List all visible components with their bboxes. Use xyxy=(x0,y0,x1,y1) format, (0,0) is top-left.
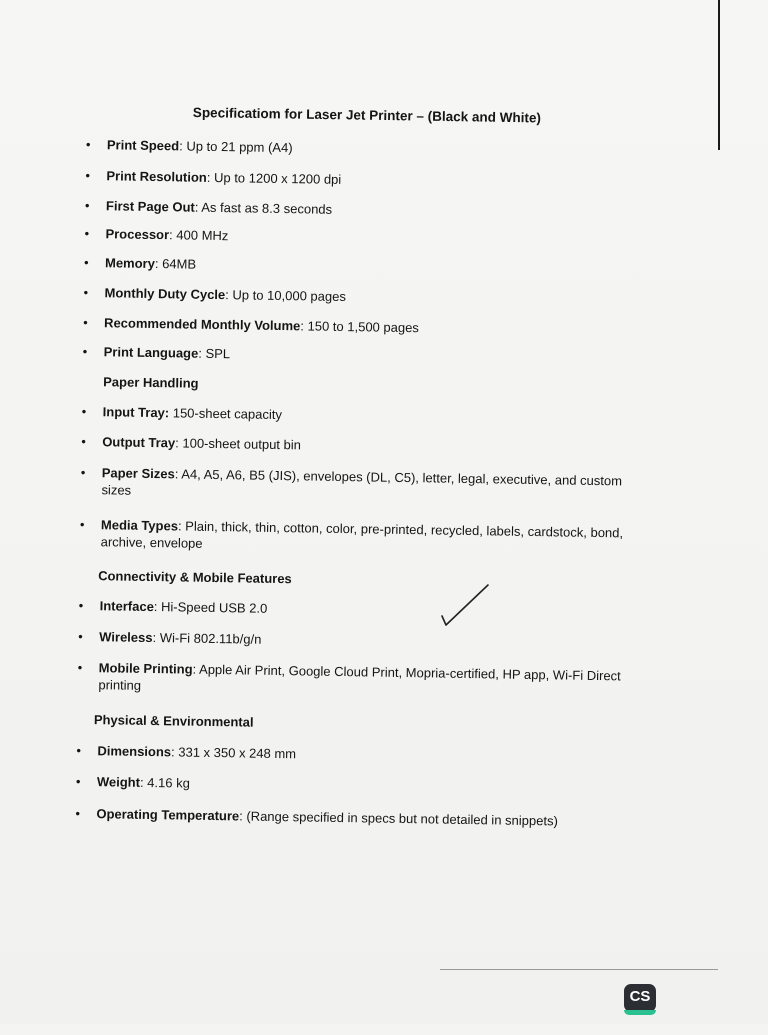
spec-item-print-language xyxy=(82,343,647,362)
spec-label: Output Tray xyxy=(102,434,176,451)
document-title: Specificatiom for Laser Jet Printer – (Black and White) xyxy=(192,105,542,126)
spec-value: : Plain, thick, thin, cotton, color, pre-printed, recycled, labels, cardstock, bond, archive, envelope xyxy=(100,518,624,551)
spec-value: : 100-sheet output bin xyxy=(175,435,302,453)
spec-value: : Up to 10,000 pages xyxy=(225,287,347,305)
spec-value: : A4, A5, A6, B5 (JIS), envelopes (DL, C5), letter, legal, executive, and custom sizes xyxy=(101,466,623,498)
spec-label: Mobile Printing xyxy=(98,660,193,677)
spec-label: Input Tray: xyxy=(102,404,170,421)
bullet: • xyxy=(77,659,83,675)
spec-value: 150-sheet capacity xyxy=(169,405,283,423)
spec-label: Paper Sizes xyxy=(101,465,175,482)
spec-item-memory xyxy=(83,254,648,272)
bullet: • xyxy=(84,225,90,241)
bullet: • xyxy=(76,742,82,758)
spec-item-print-resolution xyxy=(85,167,650,187)
spec-label: Processor xyxy=(105,226,170,243)
spec-item-print-speed xyxy=(85,136,650,156)
spec-item-operating-temperature xyxy=(75,805,640,829)
spec-item-recommended-monthly-volume xyxy=(83,314,647,336)
spec-item-mobile-printing xyxy=(77,659,642,693)
spec-label: Weight xyxy=(96,774,141,790)
bullet: • xyxy=(75,805,81,821)
spec-item-weight xyxy=(75,773,640,791)
spec-item-processor xyxy=(84,225,649,244)
spec-value: : 331 x 350 x 248 mm xyxy=(170,744,297,762)
spec-value: : As fast as 8.3 seconds xyxy=(194,199,333,217)
bullet: • xyxy=(79,516,85,532)
spec-value: : 400 MHz xyxy=(168,227,229,244)
spec-value: : Up to 21 ppm (A4) xyxy=(179,138,293,156)
spec-label: Memory xyxy=(104,255,156,272)
spec-label: Dimensions xyxy=(97,743,172,760)
spec-value: : SPL xyxy=(198,345,231,362)
spec-item-monthly-duty-cycle xyxy=(83,284,648,305)
spec-item-dimensions xyxy=(76,742,641,762)
bullet: • xyxy=(84,197,90,213)
spec-value: : Apple Air Print, Google Cloud Print, Mopria-certified, HP app, Wi-Fi Direct printing xyxy=(98,661,621,693)
spec-value: : 64MB xyxy=(154,256,197,272)
spec-label: Print Language xyxy=(103,344,199,361)
bullet: • xyxy=(81,433,86,449)
bullet: • xyxy=(83,254,89,270)
bullet: • xyxy=(78,597,84,613)
bullet: • xyxy=(85,167,91,184)
bullet: • xyxy=(83,284,89,300)
bullet: • xyxy=(75,773,81,789)
spec-label: Print Resolution xyxy=(106,168,207,185)
bullet: • xyxy=(78,628,83,644)
spec-value: : Wi-Fi 802.11b/g/n xyxy=(152,630,262,647)
spec-item-interface xyxy=(78,597,643,616)
spec-value: : Hi-Speed USB 2.0 xyxy=(153,599,268,616)
spec-label: Operating Temperature xyxy=(96,806,240,824)
bullet: • xyxy=(80,464,86,480)
spec-item-wireless xyxy=(78,628,642,647)
bullet: • xyxy=(81,403,87,419)
spec-label: Print Speed xyxy=(106,137,180,154)
bullet: • xyxy=(82,343,88,359)
spec-value: : (Range specified in specs but not detailed in snippets) xyxy=(239,808,558,829)
bottom-rule xyxy=(440,969,718,970)
spec-value: : 150 to 1,500 pages xyxy=(300,318,419,336)
spec-label: Wireless xyxy=(99,629,153,646)
spec-item-first-page-out xyxy=(84,197,649,217)
camscanner-logo: CS xyxy=(624,984,656,1012)
bullet: • xyxy=(83,314,88,330)
spec-item-output-tray xyxy=(81,433,645,453)
bullet: • xyxy=(85,136,91,153)
spec-label: Recommended Monthly Volume xyxy=(104,315,301,334)
spec-label: Media Types xyxy=(100,517,179,534)
section-heading-physical: Physical & Environmental xyxy=(93,712,254,730)
spec-item-paper-sizes xyxy=(80,464,645,498)
section-heading-paper-handling: Paper Handling xyxy=(103,374,199,391)
spec-label: Monthly Duty Cycle xyxy=(104,285,226,303)
spec-label: Interface xyxy=(99,598,155,615)
section-heading-connectivity: Connectivity & Mobile Features xyxy=(98,568,292,587)
spec-value: : 4.16 kg xyxy=(139,774,190,791)
spec-item-input-tray xyxy=(81,403,646,423)
checkmark-icon xyxy=(440,582,492,628)
spec-item-media-types xyxy=(79,516,644,551)
spec-label: First Page Out xyxy=(105,198,195,215)
spec-value: : Up to 1200 x 1200 dpi xyxy=(206,169,342,187)
